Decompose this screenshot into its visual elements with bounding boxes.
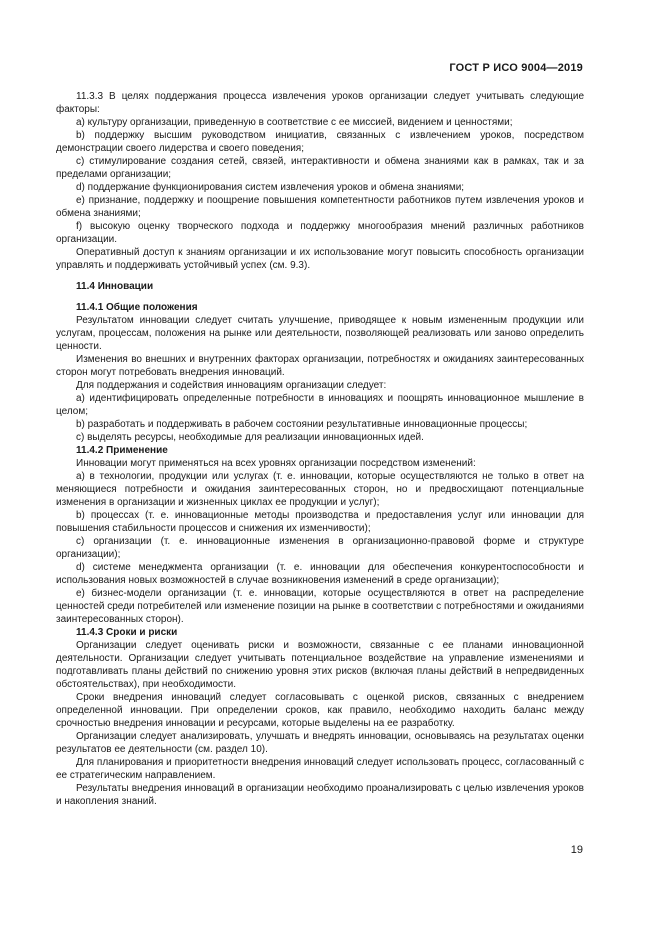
paragraph-11-3-3-intro: 11.3.3 В целях поддержания процесса извлечения уроков организации следует учитывать следующие факторы:: [56, 91, 584, 115]
list-item: b) процессах (т. е. инновационные методы производства и предоставления услуг или инновации для повышения стабильности процессов и снижения их изменчивости);: [56, 510, 584, 534]
paragraph: Результаты внедрения инноваций в организации необходимо проанализировать с целью извлечения уроков и накопления знаний.: [56, 783, 584, 807]
list-item: a) идентифицировать определенные потребности в инновациях и поощрять инновационное мышление в целом;: [56, 393, 584, 417]
list-item: c) организации (т. е. инновационные изменения в организационно-правовой форме и структуре организации);: [56, 536, 584, 560]
list-item: d) системе менеджмента организации (т. е. инновации для обеспечения конкурентоспособности и использования новых возможностей в случае возникновения изменений в среде организации);: [56, 562, 584, 586]
paragraph: Организации следует оценивать риски и возможности, связанные с ее планами инновационной деятельности. Организации следует учитывать потенциальное воздействие на управление изменениями и подготавливать планы действий по снижению уровня этих рисков (включая планы действий в непредвиденных обстоятельствах), при необходимости.: [56, 640, 584, 690]
subsection-title-11-4-1: 11.4.1 Общие положения: [76, 302, 198, 313]
paragraph: Инновации могут применяться на всех уровнях организации посредством изменений:: [76, 458, 476, 469]
paragraph: Организации следует анализировать, улучшать и внедрять инновации, основываясь на результатах оценки результатов ее деятельности (см. раздел 10).: [56, 731, 584, 755]
list-item: b) поддержку высшим руководством инициатив, связанных с извлечением уроков, посредством демонстрации своего лидерства и своего поведения;: [56, 130, 584, 154]
paragraph: Результатом инновации следует считать улучшение, приводящее к новым измененным продукции или услугам, процессам, положения на рынке или деятельности, позволяющей реализовать или заново определить ценности.: [56, 315, 584, 352]
list-item: c) стимулирование создания сетей, связей, интерактивности и обмена знаниями как в рамках, так и за пределами организации;: [56, 156, 584, 180]
page-content: [56, 90, 584, 808]
list-item: f) высокую оценку творческого подхода и поддержку многообразия мнений различных работников организации.: [56, 221, 584, 245]
list-item: a) в технологии, продукции или услугах (т. е. инновации, которые осуществляются не только в ответ на меняющиеся потребности и ожидания заинтересованных сторон, но и предвосхищают потенциальные изменения в организации и жизненных циклах ее продукции и услуг);: [56, 471, 584, 508]
standard-header: ГОСТ Р ИСО 9004—2019: [449, 62, 583, 74]
subsection-title-11-4-3: 11.4.3 Сроки и риски: [76, 627, 178, 638]
paragraph-11-3-3-closing: Оперативный доступ к знаниям организации и их использование могут повысить способность организации управлять и поддерживать устойчивый успех (см. 9.3).: [56, 247, 584, 271]
paragraph: Для поддержания и содействия инновациям организации следует:: [76, 380, 387, 391]
list-item: a) культуру организации, приведенную в соответствие с ее миссией, видением и ценностями;: [76, 117, 513, 128]
section-title-11-4: 11.4 Инновации: [76, 281, 154, 292]
list-item: d) поддержание функционирования систем извлечения уроков и обмена знаниями;: [76, 182, 465, 193]
page-number: 19: [570, 844, 583, 856]
list-item: c) выделять ресурсы, необходимые для реализации инновационных идей.: [76, 432, 424, 443]
paragraph: Сроки внедрения инноваций следует согласовывать с оценкой рисков, связанных с внедрением определенной инновации. При определении сроков, как правило, необходимо находить баланс между срочностью внедрения инновации и ресурсами, которые выделены на ее разработку.: [56, 692, 584, 729]
list-item: b) разработать и поддерживать в рабочем состоянии результативные инновационные процессы;: [76, 419, 528, 430]
list-item: e) признание, поддержку и поощрение повышения компетентности работников путем извлечения уроков и обмена знаниями;: [56, 195, 584, 219]
paragraph: Для планирования и приоритетности внедрения инноваций следует использовать процесс, согласованный с ее стратегическим направлением.: [56, 757, 584, 781]
subsection-title-11-4-2: 11.4.2 Применение: [76, 445, 168, 456]
paragraph: Изменения во внешних и внутренних факторах организации, потребностях и ожиданиях заинтересованных сторон могут потребовать внедрения инноваций.: [56, 354, 584, 378]
list-item: e) бизнес-модели организации (т. е. инновации, которые осуществляются в ответ на распределение ценностей среди потребителей или изменение позиции на рынке в соответствии с потребностями и ожиданиями заинтересованных сторон).: [56, 588, 584, 625]
